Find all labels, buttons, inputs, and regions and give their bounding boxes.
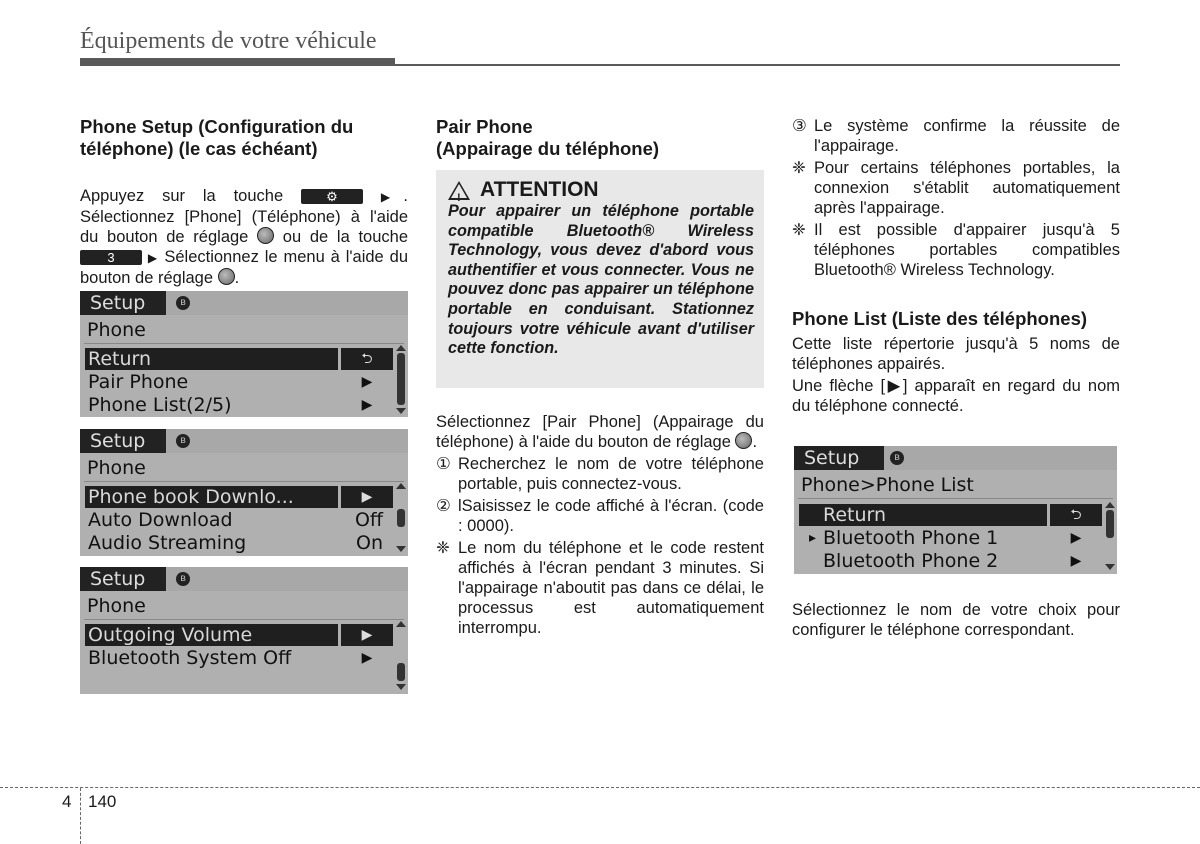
footer-divider <box>80 788 81 844</box>
bluetooth-icon: ʙ <box>176 572 190 586</box>
lcd-row-phone-list[interactable]: Phone List(2/5) <box>88 394 232 416</box>
lcd-divider <box>84 481 404 482</box>
bluetooth-icon: ʙ <box>176 296 190 310</box>
scrollbar[interactable] <box>397 353 405 405</box>
section-heading-phone-list: Phone List (Liste des téléphones) <box>792 308 1088 329</box>
scroll-up-icon[interactable] <box>396 621 406 627</box>
phone-list-description: Cette liste répertorie jusqu'à 5 noms de téléphones appairés. <box>792 335 1120 373</box>
scroll-down-icon[interactable] <box>396 684 406 690</box>
lcd-row-bluetooth-phone-1[interactable] <box>799 527 1047 549</box>
scroll-up-icon[interactable] <box>396 345 406 351</box>
scroll-down-icon[interactable] <box>396 408 406 414</box>
note-text: Le nom du téléphone et le code restent affichés à l'écran pendant 3 minutes. Si l'appairage n'aboutit pas dans ce délai, le processus est automatiquement interrompu. <box>458 539 764 637</box>
phone-list-select-instruction: Sélectionnez le nom de votre choix pour configurer le téléphone correspondant. <box>792 601 1120 639</box>
lcd-setup-tab: Setup <box>80 429 166 453</box>
chevron-right-icon[interactable]: ▶ <box>341 486 393 508</box>
lcd-row-pair-phone[interactable]: Pair Phone <box>88 371 189 393</box>
lcd-setup-tab: Setup <box>80 291 166 315</box>
chevron-right-icon: ▶ <box>361 650 373 666</box>
scrollbar[interactable] <box>1106 510 1114 538</box>
chevron-right-icon[interactable]: ▶ <box>341 624 393 646</box>
bluetooth-icon: ʙ <box>890 451 904 465</box>
lcd-screen-phone-setup-1 <box>80 291 408 417</box>
section-heading-pair-phone <box>436 116 764 160</box>
lcd-divider <box>84 619 404 620</box>
column-1 <box>80 116 408 288</box>
step-1 <box>436 454 764 494</box>
connected-arrow-icon: ▸ <box>809 530 817 546</box>
setup-key-icon: ⚙ <box>301 189 363 204</box>
scrollbar[interactable] <box>397 663 405 681</box>
step-marker: ② <box>436 497 451 515</box>
lcd-row-audio-streaming[interactable]: Audio Streaming <box>88 532 247 554</box>
arrow-icon: ▶ <box>147 251 159 265</box>
step-marker: ③ <box>792 117 807 135</box>
note-text: Il est possible d'appairer jusqu'à 5 téléphones portables compatibles Bluetooth® Wireless Technology. <box>814 221 1120 279</box>
phone-name: Bluetooth Phone 1 <box>823 527 999 549</box>
step-text: Le système confirme la réussite de l'appairage. <box>814 117 1120 155</box>
step-text: lSaisissez le code affiché à l'écran. (code : 0000). <box>458 497 764 535</box>
lcd-row-return[interactable]: Return <box>799 504 1047 526</box>
key-3-icon: 3 <box>80 250 142 265</box>
text-fragment: Sélectionnez le menu à l'aide du bouton de réglage <box>80 248 408 287</box>
pair-phone-instruction: Sélectionnez [Pair Phone] (Appairage du téléphone) à l'aide du bouton de réglage . <box>436 413 764 451</box>
section-heading-phone-setup: Phone Setup (Configuration du téléphone) (le cas échéant) <box>80 116 354 159</box>
tune-knob-icon <box>735 432 752 449</box>
header-rule <box>80 64 1120 66</box>
note-max-phones <box>792 220 1120 280</box>
scroll-up-icon[interactable] <box>396 483 406 489</box>
lcd-row-phonebook-download[interactable]: Phone book Downlo... <box>85 486 338 508</box>
step-2 <box>436 496 764 536</box>
heading-line: (Appairage du téléphone) <box>436 138 660 159</box>
lcd-breadcrumb: Phone <box>87 595 146 617</box>
lcd-breadcrumb: Phone <box>87 319 146 341</box>
lcd-setup-tab: Setup <box>794 446 884 470</box>
scroll-up-icon[interactable] <box>1105 502 1115 508</box>
running-header: Équipements de votre véhicule <box>80 28 377 54</box>
lcd-row-outgoing-volume[interactable]: Outgoing Volume <box>85 624 338 646</box>
note-marker: ❈ <box>792 221 806 239</box>
note-marker: ❈ <box>436 539 450 557</box>
lcd-screen-phone-setup-2 <box>80 429 408 556</box>
phone-list-arrow-note: Une flèche [▶] apparaît en regard du nom du téléphone connecté. <box>792 377 1120 415</box>
step-text: Recherchez le nom de votre téléphone portable, puis connectez-vous. <box>458 455 764 493</box>
chevron-right-icon: ▶ <box>1070 553 1082 569</box>
return-icon[interactable]: ⮌ <box>341 348 393 370</box>
chevron-right-icon: ▶ <box>1070 530 1082 546</box>
text-fragment: ou de la touche <box>282 228 408 246</box>
lcd-breadcrumb: Phone>Phone List <box>801 474 974 496</box>
warning-icon: ! <box>448 181 470 200</box>
attention-box <box>436 170 764 388</box>
step-marker: ① <box>436 455 451 473</box>
lcd-divider <box>84 343 404 344</box>
lcd-setup-tab: Setup <box>80 567 166 591</box>
scroll-down-icon[interactable] <box>1105 564 1115 570</box>
lcd-row-bluetooth-phone-2[interactable]: Bluetooth Phone 2 <box>823 550 999 572</box>
return-icon[interactable]: ⮌ <box>1050 504 1102 526</box>
column-3 <box>792 116 1120 416</box>
lcd-screen-phone-list <box>794 446 1117 574</box>
tune-knob-icon <box>218 268 235 285</box>
chapter-number: 4 <box>62 792 72 811</box>
text-fragment: Sélectionnez [Phone] (Téléphone) à l'aide du bouton de réglage <box>80 208 408 246</box>
instruction-paragraph: Appuyez sur la touche ⚙ ▶. Sélectionnez [Phone] (Téléphone) à l'aide du bouton de réglage ou de la touche 3 ▶ Sélectionnez le menu à l'aide du bouton de réglage . <box>80 187 408 287</box>
lcd-screen-phone-setup-3 <box>80 567 408 694</box>
lcd-row-return[interactable]: Return <box>85 348 338 370</box>
note-timeout <box>436 538 764 638</box>
heading-line: Pair Phone <box>436 116 533 137</box>
note-text: Pour certains téléphones portables, la connexion s'établit automatiquement après l'appairage. <box>814 159 1120 217</box>
arrow-icon: ▶ <box>380 190 404 204</box>
bluetooth-icon: ʙ <box>176 434 190 448</box>
step-3 <box>792 116 1120 156</box>
footer-rule <box>0 787 1200 788</box>
lcd-divider <box>798 498 1113 499</box>
attention-title <box>448 178 754 202</box>
audio-streaming-value: On <box>356 532 383 554</box>
lcd-breadcrumb: Phone <box>87 457 146 479</box>
tune-knob-icon <box>257 227 274 244</box>
auto-download-value: Off <box>354 509 383 531</box>
note-marker: ❈ <box>792 159 806 177</box>
attention-body: Pour appairer un téléphone portable compatible Bluetooth® Wireless Technology, vous devez d'abord vous authentifier et vous connecter. Vous ne pouvez donc pas appairer un téléphone portable en conduisant. Stationnez toujours votre véhicule avant d'utiliser cette fonction. <box>448 202 754 358</box>
lcd-row-auto-download[interactable]: Auto Download <box>88 509 233 531</box>
scrollbar[interactable] <box>397 509 405 527</box>
attention-title-text: ATTENTION <box>480 178 599 201</box>
scroll-down-icon[interactable] <box>396 546 406 552</box>
lcd-row-bluetooth-system-off[interactable]: Bluetooth System Off <box>88 647 292 669</box>
chevron-right-icon: ▶ <box>361 397 373 413</box>
column-2 <box>436 116 764 638</box>
note-auto-connect <box>792 158 1120 218</box>
chevron-right-icon: ▶ <box>361 374 373 390</box>
text-fragment: Sélectionnez [Pair Phone] (Appairage du téléphone) à l'aide du bouton de réglage <box>436 413 764 451</box>
text-fragment: Appuyez sur la touche <box>80 187 284 205</box>
page-number: 140 <box>88 792 117 811</box>
